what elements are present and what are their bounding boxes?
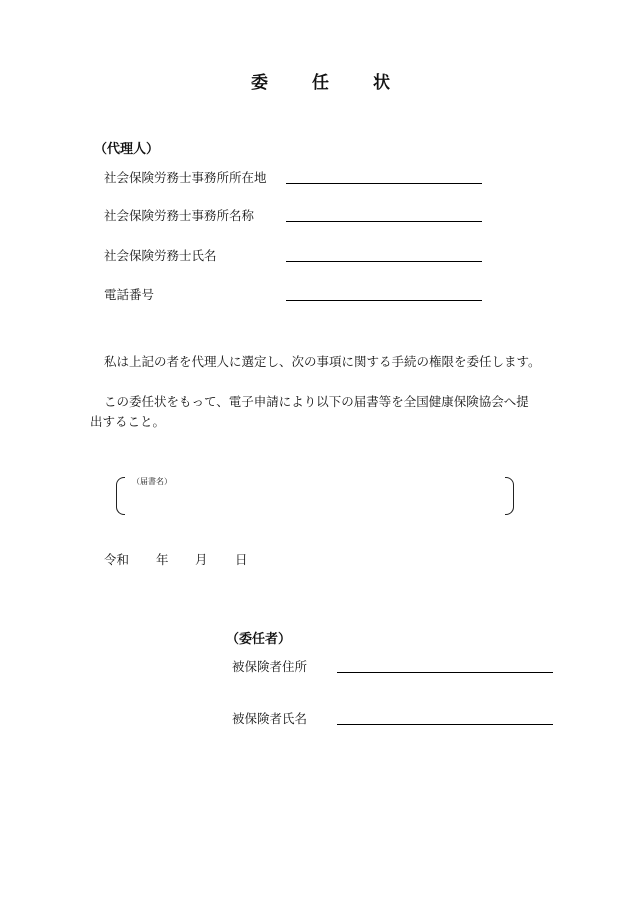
- agent-office-name-row: [104, 208, 254, 224]
- document-name-field[interactable]: [126, 486, 502, 510]
- agent-office-address-row: [104, 170, 267, 186]
- agent-phone-field[interactable]: [286, 300, 482, 301]
- principal-name-row: [232, 711, 307, 727]
- principal-address-row: [232, 659, 307, 675]
- scope-statement-line2: 出すること。: [90, 414, 166, 429]
- principal-address-label: 被保険者住所: [232, 659, 308, 674]
- date-era: 令和: [104, 552, 130, 567]
- agent-name-field[interactable]: [286, 261, 482, 262]
- agent-office-name-field[interactable]: [286, 221, 482, 222]
- agent-office-address-label: 社会保険労務士事務所所在地: [104, 170, 267, 185]
- document-title: [0, 68, 641, 93]
- agent-phone-row: [104, 287, 154, 303]
- scope-statement-line1: この委任状をもって、電子申請により以下の届書等を全国健康保険協会へ提: [104, 394, 529, 409]
- principal-name-field[interactable]: [337, 724, 553, 725]
- date-day-label: 日: [235, 552, 248, 567]
- agent-name-row: [104, 248, 217, 264]
- title-char-3: 状: [373, 73, 390, 93]
- document-box-left-bracket: [116, 477, 125, 515]
- principal-section-label: （委任者）: [226, 632, 292, 647]
- agent-office-address-field[interactable]: [286, 183, 482, 184]
- principal-name-label: 被保険者氏名: [232, 711, 308, 726]
- delegation-statement: 私は上記の者を代理人に選定し、次の事項に関する手続の権限を委任します。: [104, 354, 541, 369]
- agent-phone-label: 電話番号: [104, 287, 155, 302]
- agent-name-label: 社会保険労務士氏名: [104, 248, 217, 263]
- date-month-label: 月: [195, 552, 208, 567]
- date-year-label: 年: [156, 552, 169, 567]
- document-box-right-bracket: [505, 477, 514, 515]
- agent-office-name-label: 社会保険労務士事務所名称: [104, 208, 255, 223]
- agent-section-label: （代理人）: [94, 142, 160, 157]
- document-name-label: （届書名）: [132, 477, 172, 486]
- principal-address-field[interactable]: [337, 672, 553, 673]
- title-char-1: 委: [251, 73, 268, 93]
- title-char-2: 任: [312, 73, 329, 93]
